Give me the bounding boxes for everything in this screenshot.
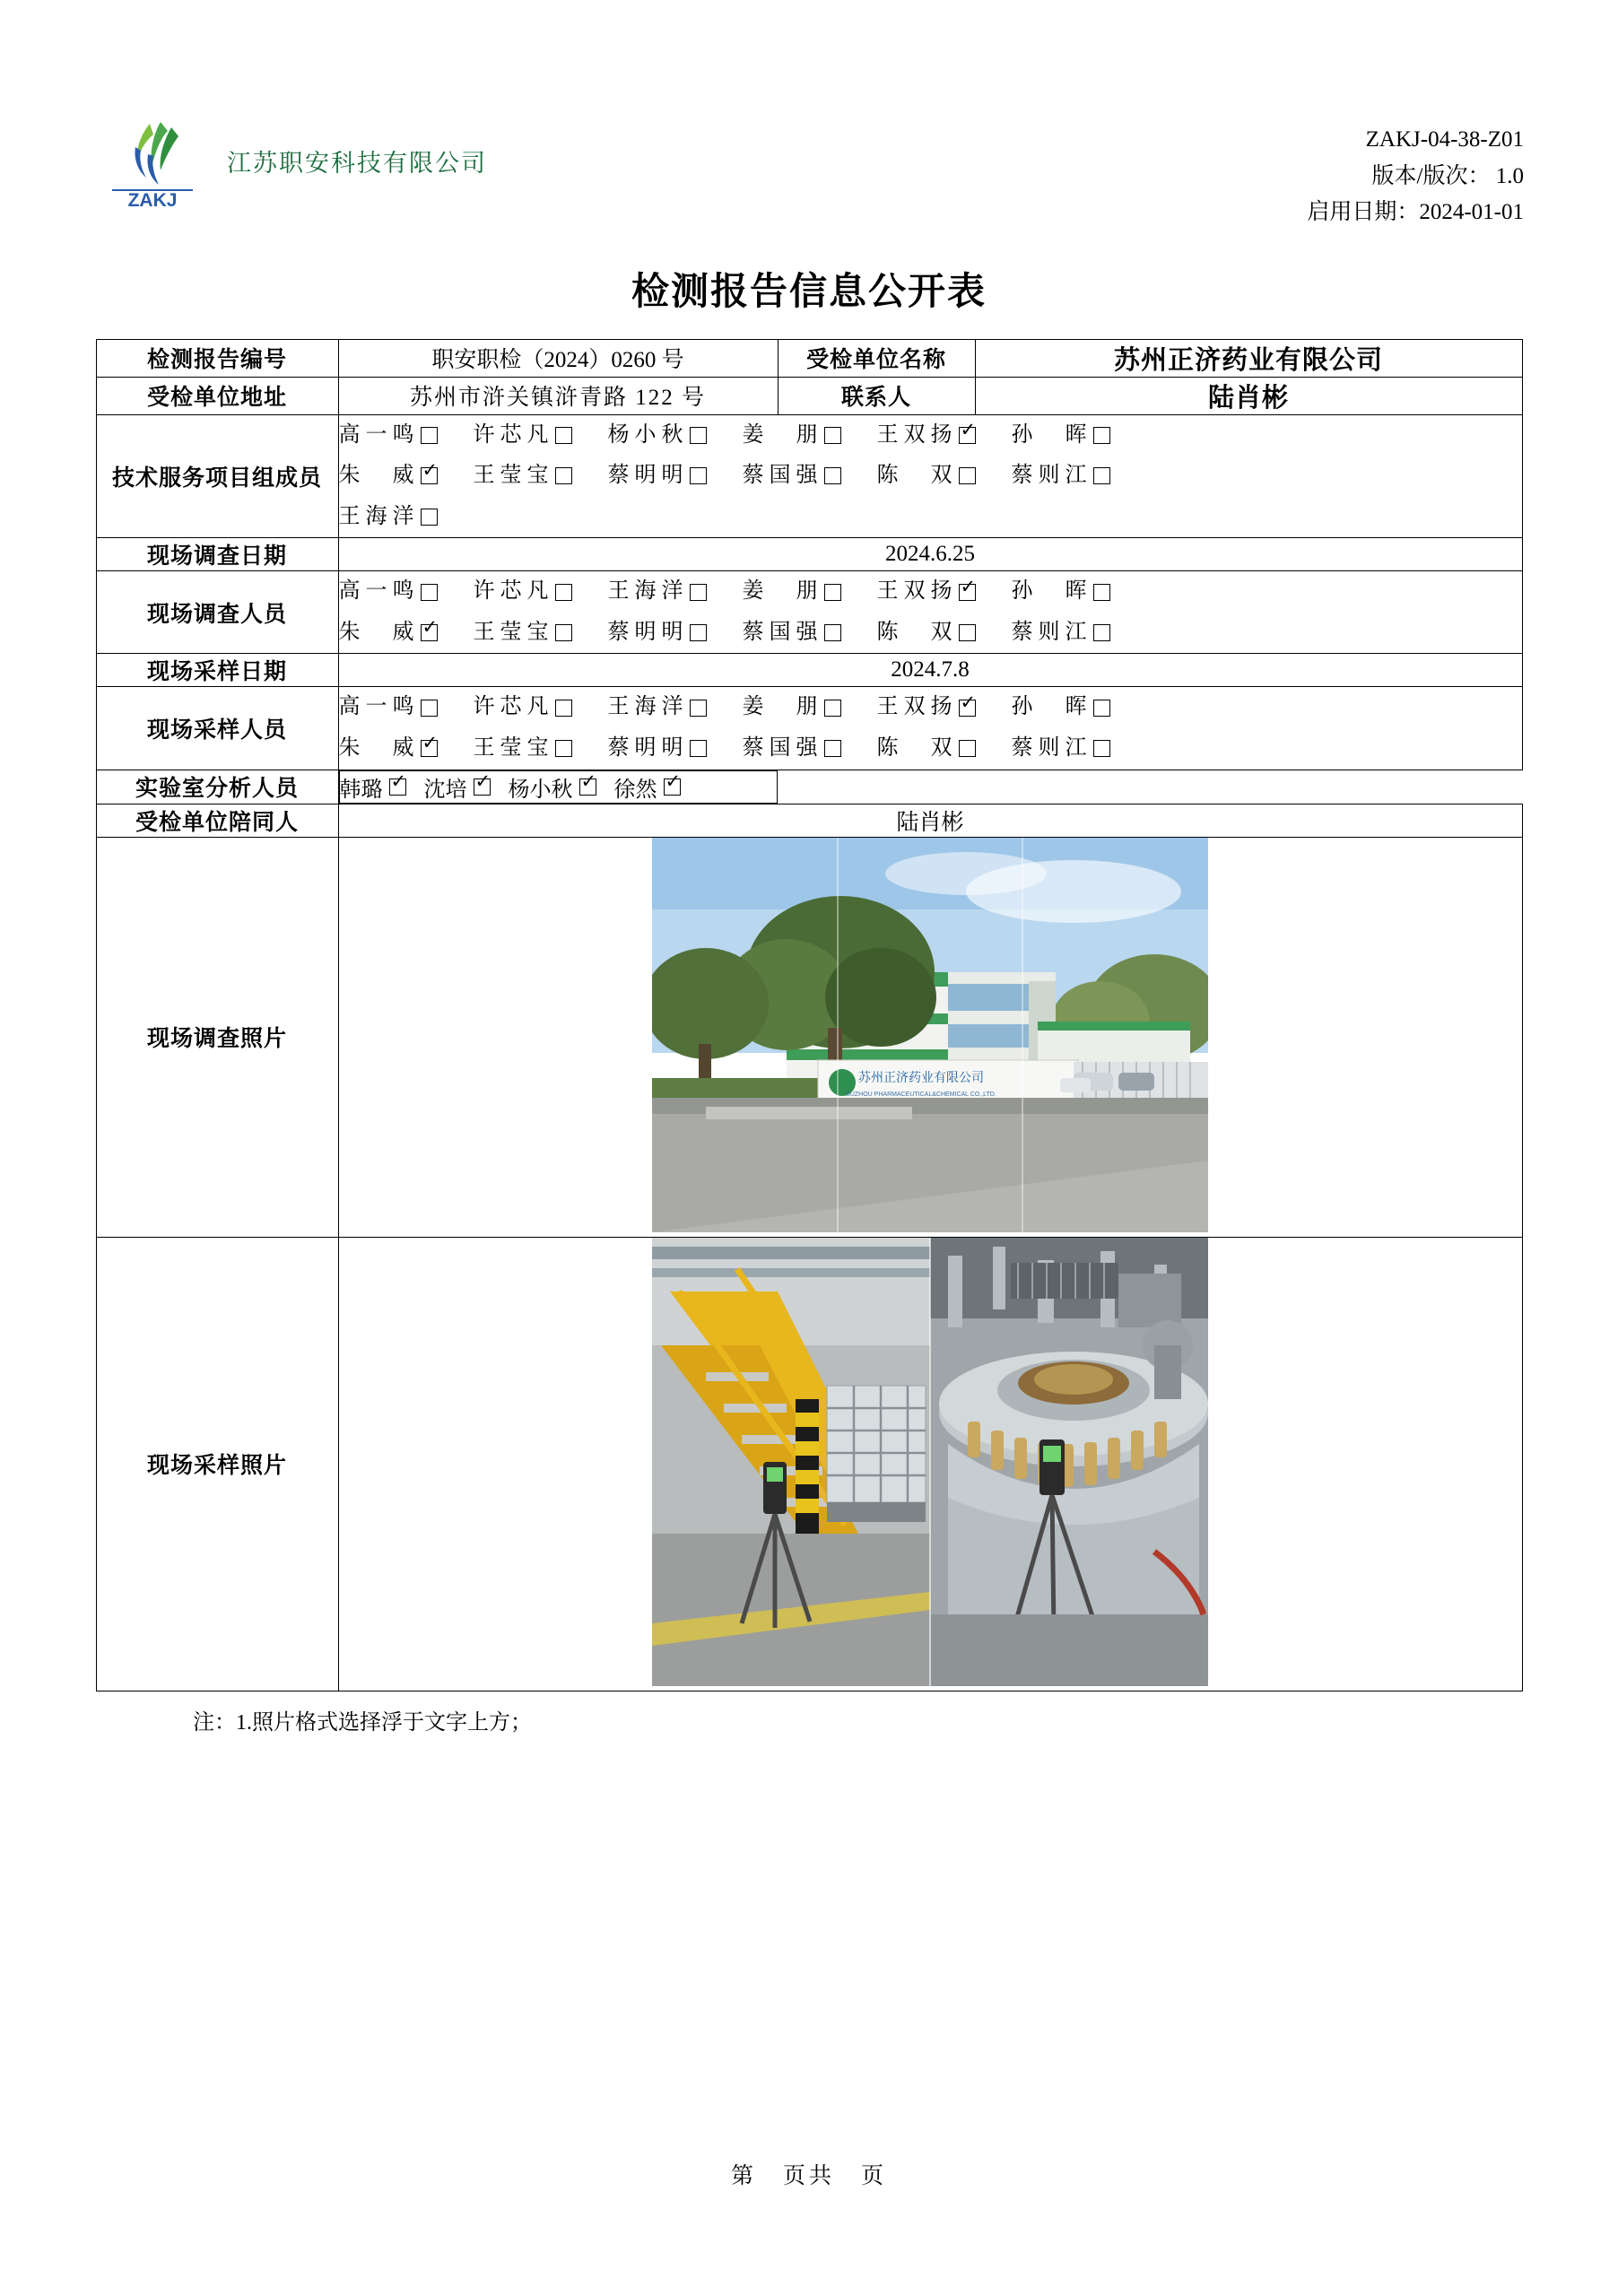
checkbox-unchecked[interactable]	[555, 427, 572, 444]
person-name: 蔡明明	[607, 736, 683, 761]
person-name: 孙 晖	[1011, 579, 1087, 604]
table-row	[96, 804, 1522, 837]
table-row	[96, 770, 1522, 804]
survey-date-value: 2024.6.25	[338, 538, 1522, 571]
sampling-photo-cell	[338, 1237, 1522, 1691]
person-checkbox-item[interactable]	[339, 613, 474, 654]
person-checkbox-item[interactable]	[608, 613, 743, 654]
person-name: 许芯凡	[473, 579, 549, 604]
person-name: 蔡则江	[1011, 736, 1087, 761]
table-row	[96, 339, 1522, 377]
checkbox-unchecked[interactable]	[824, 427, 841, 444]
person-checkbox-item[interactable]	[743, 456, 877, 497]
person-name: 徐然	[613, 778, 657, 802]
person-name: 陈 双	[876, 736, 953, 761]
checkbox-unchecked[interactable]	[1093, 740, 1110, 757]
escort-value: 陆肖彬	[338, 804, 1522, 837]
company-name: 江苏职安科技有限公司	[227, 149, 487, 177]
people-row	[339, 456, 1522, 497]
survey-date-label: 现场调查日期	[96, 538, 338, 571]
escort-label: 受检单位陪同人	[96, 804, 338, 837]
checkbox-unchecked[interactable]	[824, 740, 841, 757]
person-checkbox-item[interactable]	[1012, 687, 1146, 728]
table-row	[96, 571, 1522, 654]
person-checkbox-item[interactable]	[474, 456, 608, 497]
person-checkbox-item[interactable]	[339, 687, 474, 728]
person-checkbox-item[interactable]	[1012, 571, 1146, 613]
person-name: 许芯凡	[473, 422, 549, 447]
person-checkbox-item[interactable]	[474, 728, 608, 770]
person-checkbox-item[interactable]	[877, 571, 1012, 613]
address-value: 苏州市浒关镇浒青路 122 号	[338, 377, 778, 414]
person-checkbox-item[interactable]	[743, 613, 877, 654]
checkbox-checked[interactable]	[474, 778, 491, 796]
checkbox-unchecked[interactable]	[421, 584, 438, 601]
person-checkbox-item[interactable]	[1012, 728, 1146, 770]
person-name: 沈培	[423, 778, 467, 802]
info-table	[96, 339, 1523, 1692]
page-title: 检测报告信息公开表	[631, 268, 987, 313]
checkbox-checked[interactable]	[664, 778, 681, 796]
person-checkbox-item[interactable]	[474, 613, 608, 654]
sampling-staff-label: 现场采样人员	[96, 687, 338, 770]
checkbox-unchecked[interactable]	[421, 427, 438, 444]
checkbox-unchecked[interactable]	[555, 624, 572, 641]
checkbox-unchecked[interactable]	[555, 467, 572, 484]
person-name: 高一鸣	[338, 422, 414, 447]
checkbox-unchecked[interactable]	[824, 584, 841, 601]
people-row	[339, 571, 1522, 613]
person-name: 王莹宝	[473, 620, 549, 644]
svg-text:ZAKJ: ZAKJ	[127, 190, 178, 211]
checkbox-unchecked[interactable]	[555, 584, 572, 601]
person-name: 姜 朋	[742, 422, 818, 447]
survey-photo-cell	[338, 837, 1522, 1237]
person-checkbox-item[interactable]	[474, 415, 608, 457]
sampling-date-label: 现场采样日期	[96, 654, 338, 687]
survey-photo-label: 现场调查照片	[96, 837, 338, 1237]
checkbox-unchecked[interactable]	[1093, 700, 1110, 717]
checkbox-unchecked[interactable]	[959, 740, 976, 757]
person-checkbox-item[interactable]	[339, 415, 474, 457]
footnote: 注：1.照片格式选择浮于文字上方；	[193, 1710, 532, 1735]
checkbox-unchecked[interactable]	[1093, 427, 1110, 444]
person-checkbox-item[interactable]	[474, 687, 608, 728]
lab-staff-group	[339, 770, 779, 804]
address-label: 受检单位地址	[96, 377, 338, 414]
person-name: 姜 朋	[742, 695, 818, 719]
person-name: 孙 晖	[1011, 422, 1087, 447]
person-checkbox-item[interactable]	[877, 613, 1012, 654]
person-name: 陈 双	[876, 464, 953, 488]
person-checkbox-item[interactable]	[877, 687, 1012, 728]
person-name: 王海洋	[607, 695, 683, 719]
person-checkbox-item[interactable]	[608, 571, 743, 613]
survey-staff-group	[338, 571, 1522, 654]
person-name: 蔡明明	[607, 464, 683, 488]
checkbox-unchecked[interactable]	[824, 700, 841, 717]
checkbox-unchecked[interactable]	[824, 467, 841, 484]
lab-staff-label: 实验室分析人员	[96, 770, 338, 804]
client-name-label: 受检单位名称	[778, 339, 975, 377]
document-effective-date: 启用日期：2024-01-01	[1307, 200, 1524, 224]
person-name: 孙 晖	[1011, 695, 1087, 719]
people-row	[339, 415, 1522, 457]
checkbox-unchecked[interactable]	[1093, 467, 1110, 484]
person-name: 王海洋	[607, 579, 683, 604]
sampling-staff-group	[338, 687, 1522, 770]
person-checkbox-item[interactable]	[339, 728, 474, 770]
checkbox-unchecked[interactable]	[690, 624, 707, 641]
document-number: ZAKJ-04-38-Z01	[1365, 127, 1524, 152]
person-checkbox-item[interactable]	[424, 771, 491, 803]
person-name: 高一鸣	[338, 695, 414, 719]
person-checkbox-item[interactable]	[509, 771, 596, 803]
person-checkbox-item[interactable]	[1012, 415, 1146, 457]
page-header	[94, 0, 1524, 231]
person-name: 蔡则江	[1011, 464, 1087, 488]
people-row	[339, 497, 1522, 538]
person-checkbox-item[interactable]	[877, 415, 1012, 457]
person-checkbox-item[interactable]	[339, 456, 474, 497]
table-row	[96, 837, 1522, 1237]
person-checkbox-item[interactable]	[608, 456, 743, 497]
table-row	[96, 654, 1522, 687]
people-row	[339, 687, 1522, 728]
person-checkbox-item[interactable]	[339, 571, 474, 613]
person-name: 王双扬	[876, 422, 953, 447]
report-no-value: 职安职检（2024）0260 号	[338, 339, 778, 377]
checkbox-checked[interactable]	[959, 700, 976, 717]
sampling-photo	[652, 1238, 1208, 1686]
person-checkbox-item[interactable]	[340, 771, 406, 803]
contact-label: 联系人	[778, 377, 975, 414]
person-name: 蔡国强	[742, 620, 818, 644]
person-name: 朱 威	[338, 620, 414, 644]
table-row	[96, 377, 1522, 414]
document-meta	[1307, 108, 1524, 231]
person-name: 杨小秋	[607, 422, 683, 447]
person-name: 高一鸣	[338, 579, 414, 604]
person-checkbox-item[interactable]	[743, 415, 877, 457]
checkbox-unchecked[interactable]	[690, 700, 707, 717]
team-members-group	[338, 414, 1522, 538]
table-row	[96, 414, 1522, 538]
contact-value: 陆肖彬	[975, 377, 1522, 414]
report-no-label: 检测报告编号	[96, 339, 338, 377]
checkbox-unchecked[interactable]	[959, 467, 976, 484]
page-footer: 第 页共 页	[730, 2164, 887, 2188]
person-checkbox-item[interactable]	[608, 687, 743, 728]
person-checkbox-item[interactable]	[877, 728, 1012, 770]
person-name: 杨小秋	[508, 778, 573, 802]
checkbox-checked[interactable]	[959, 427, 976, 444]
checkbox-unchecked[interactable]	[690, 584, 707, 601]
person-name: 王海洋	[338, 504, 414, 528]
checkbox-unchecked[interactable]	[555, 700, 572, 717]
sampling-photo-label: 现场采样照片	[96, 1237, 338, 1691]
person-checkbox-item[interactable]	[1012, 456, 1146, 497]
person-checkbox-item[interactable]	[743, 687, 877, 728]
checkbox-unchecked[interactable]	[555, 740, 572, 757]
person-checkbox-item[interactable]	[743, 728, 877, 770]
table-row	[96, 1237, 1522, 1691]
sampling-date-value: 2024.7.8	[338, 654, 1522, 687]
checkbox-unchecked[interactable]	[1093, 584, 1110, 601]
team-label: 技术服务项目组成员	[96, 414, 338, 538]
checkbox-unchecked[interactable]	[824, 624, 841, 641]
client-name-value: 苏州正济药业有限公司	[975, 339, 1522, 377]
person-name: 蔡国强	[742, 464, 818, 488]
person-checkbox-item[interactable]	[743, 571, 877, 613]
person-checkbox-item[interactable]	[614, 771, 681, 803]
svg-text:SUZHOU PHARMACEUTICAL&CHEMICAL: SUZHOU PHARMACEUTICAL&CHEMICAL CO.,LTD.	[846, 1091, 996, 1098]
person-name: 蔡则江	[1011, 620, 1087, 644]
checkbox-unchecked[interactable]	[421, 509, 438, 526]
person-name: 姜 朋	[742, 579, 818, 604]
checkbox-checked[interactable]	[389, 778, 406, 796]
table-row	[96, 687, 1522, 770]
person-name: 王莹宝	[473, 464, 549, 488]
brand-block	[94, 108, 487, 213]
checkbox-unchecked[interactable]	[690, 467, 707, 484]
person-name: 朱 威	[338, 464, 414, 488]
person-name: 王双扬	[876, 695, 953, 719]
checkbox-unchecked[interactable]	[1093, 624, 1110, 641]
person-name: 王莹宝	[473, 736, 549, 761]
survey-photo	[652, 838, 1208, 1232]
checkbox-unchecked[interactable]	[690, 427, 707, 444]
checkbox-unchecked[interactable]	[421, 700, 438, 717]
person-checkbox-item[interactable]	[1012, 613, 1146, 654]
person-checkbox-item[interactable]	[608, 728, 743, 770]
document-version: 版本/版次： 1.0	[1371, 163, 1524, 188]
people-row	[339, 728, 1522, 770]
person-name: 王双扬	[876, 579, 953, 604]
checkbox-checked[interactable]	[959, 584, 976, 601]
checkbox-checked[interactable]	[421, 467, 438, 484]
checkbox-unchecked[interactable]	[959, 624, 976, 641]
person-name: 蔡国强	[742, 736, 818, 761]
person-name: 蔡明明	[607, 620, 683, 644]
person-checkbox-item[interactable]	[474, 571, 608, 613]
checkbox-unchecked[interactable]	[690, 740, 707, 757]
checkbox-checked[interactable]	[421, 624, 438, 641]
person-checkbox-item[interactable]	[877, 456, 1012, 497]
people-row	[339, 613, 1522, 654]
checkbox-checked[interactable]	[421, 740, 438, 757]
person-name: 朱 威	[338, 736, 414, 761]
person-name: 许芯凡	[473, 695, 549, 719]
person-name: 韩璐	[339, 778, 383, 802]
table-row	[96, 538, 1522, 571]
svg-text:苏州正济药业有限公司: 苏州正济药业有限公司	[858, 1069, 984, 1084]
person-checkbox-item[interactable]	[339, 497, 474, 538]
checkbox-checked[interactable]	[579, 778, 596, 796]
zakj-logo-icon	[94, 108, 211, 213]
person-name: 陈 双	[876, 620, 953, 644]
survey-staff-label: 现场调查人员	[96, 571, 338, 654]
person-checkbox-item[interactable]	[608, 415, 743, 457]
